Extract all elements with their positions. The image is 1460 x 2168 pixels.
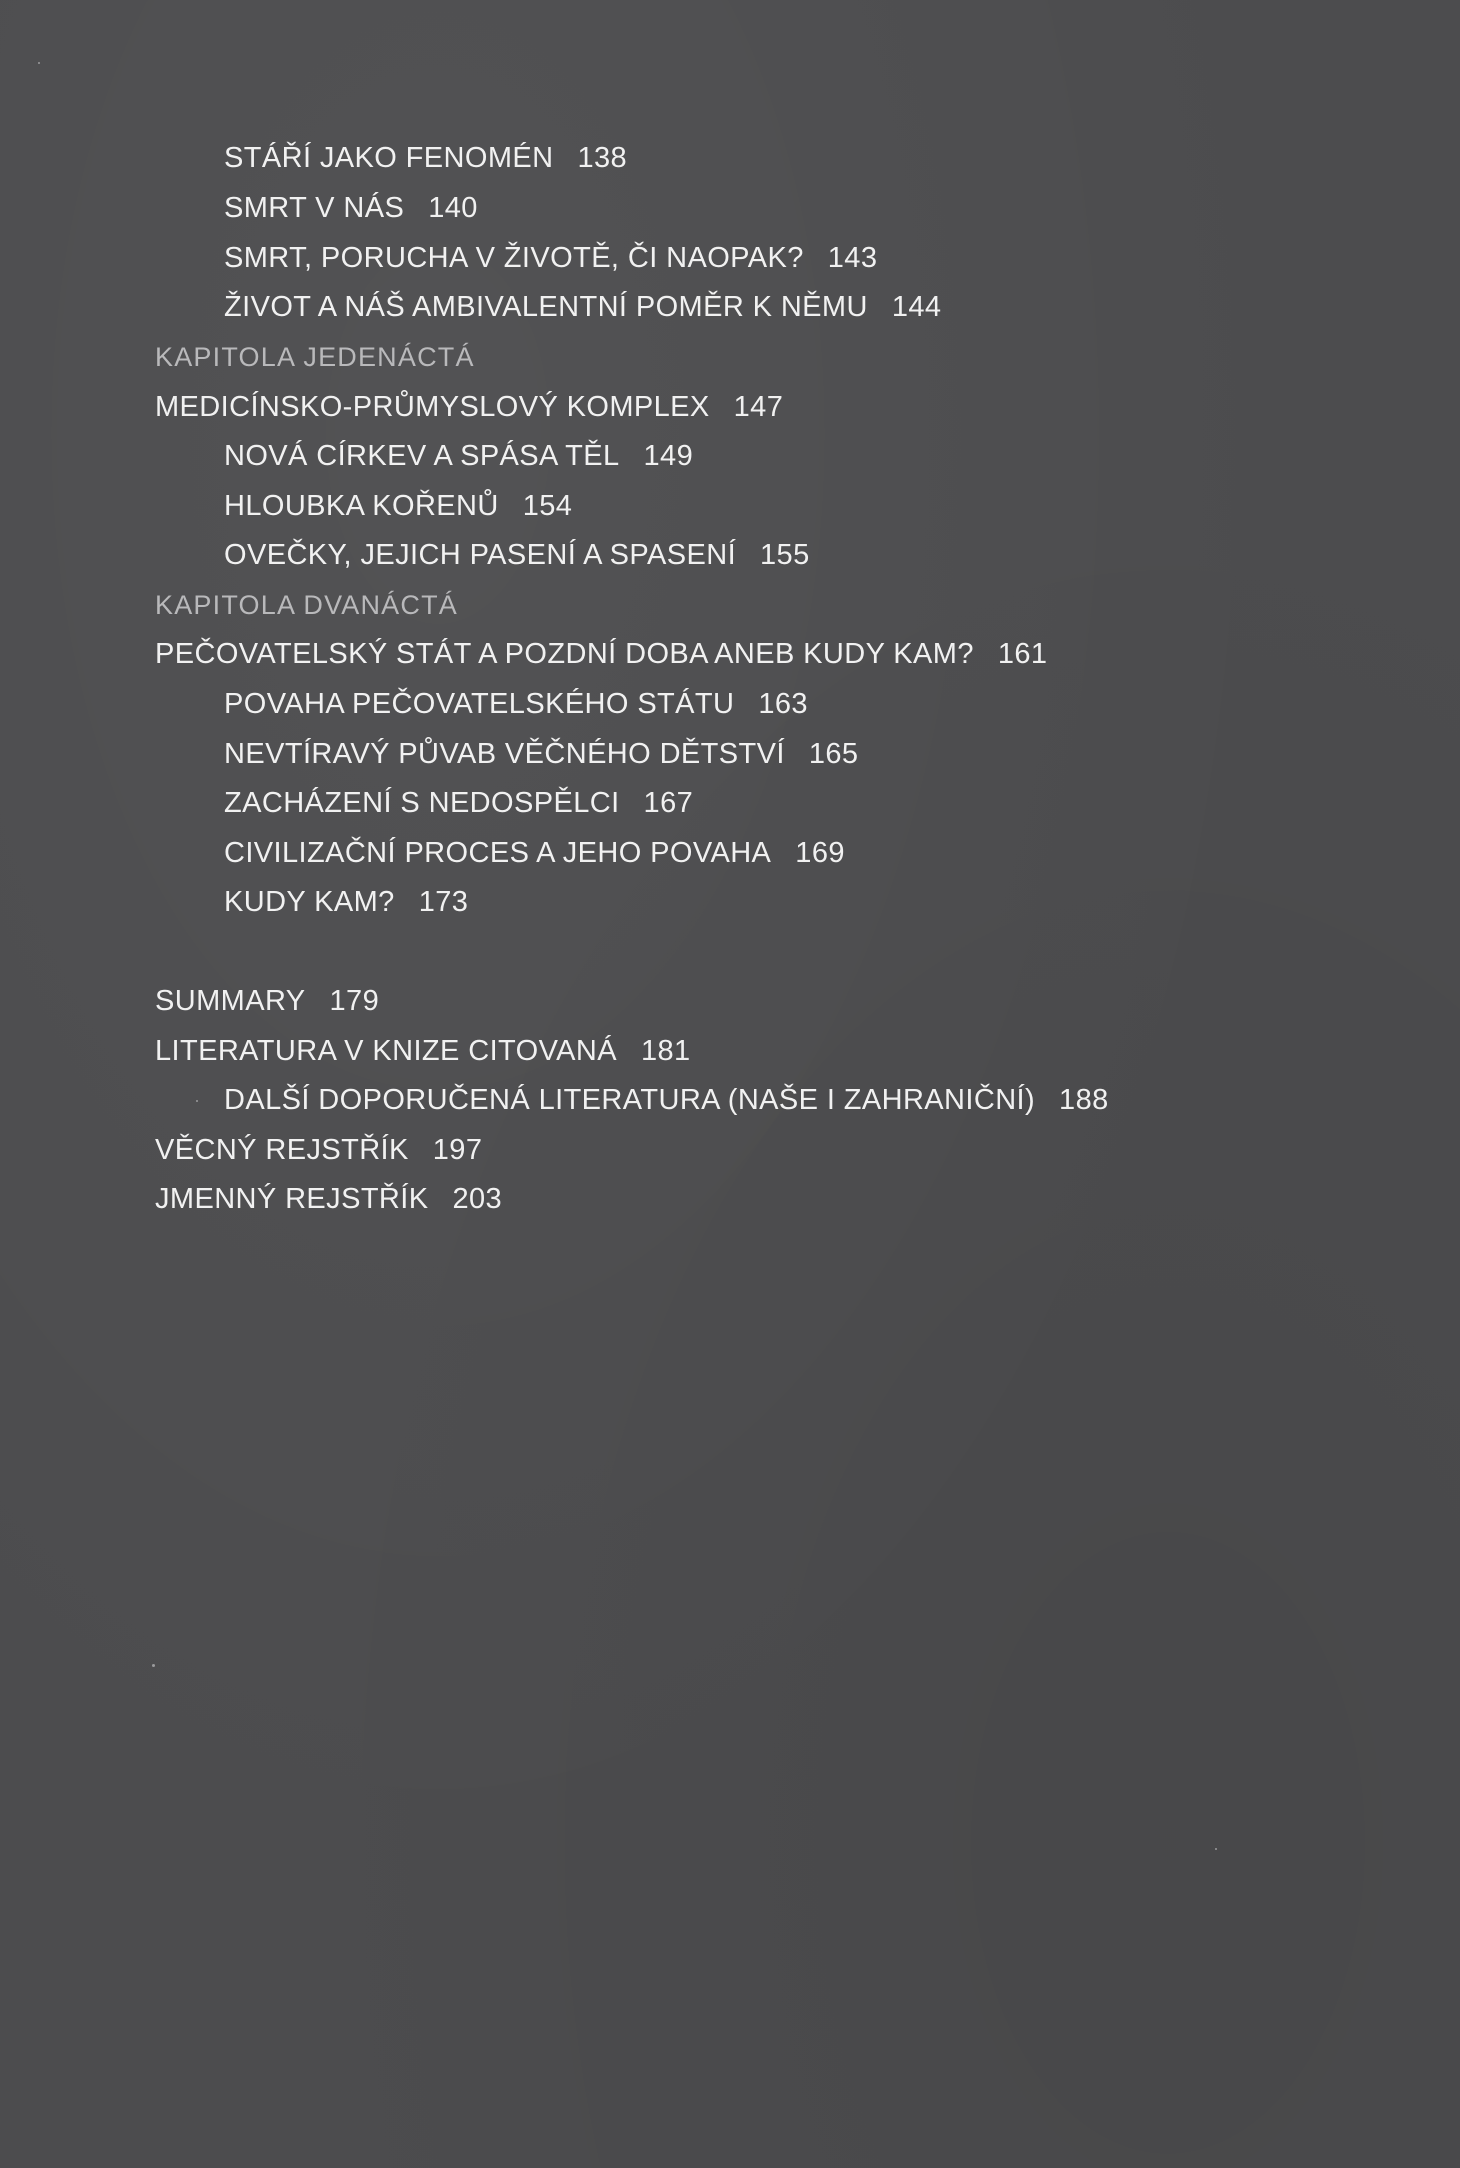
toc-entry-title: ŽIVOT A NÁŠ AMBIVALENTNÍ POMĚR K NĚMU — [224, 291, 868, 323]
toc-entry-title: NOVÁ CÍRKEV A SPÁSA TĚL — [224, 440, 620, 472]
toc-entry — [224, 835, 845, 871]
toc-entry-page: 165 — [808, 738, 859, 770]
toc-entry-page: 161 — [997, 638, 1048, 670]
toc-entry-title: OVEČKY, JEJICH PASENÍ A SPASENÍ — [224, 539, 737, 571]
toc-entry-title: SUMMARY — [155, 985, 306, 1017]
toc-entry-title: SMRT, PORUCHA V ŽIVOTĚ, ČI NAOPAK? — [224, 242, 804, 274]
toc-entry-title: VĚCNÝ REJSTŘÍK — [155, 1134, 409, 1166]
toc-entry-page: 154 — [522, 490, 573, 522]
toc-entry-page: 163 — [758, 688, 808, 720]
toc-entry-page: 147 — [733, 391, 784, 423]
toc-entry-page: 203 — [452, 1183, 503, 1215]
toc-entry-title: JMENNÝ REJSTŘÍK — [155, 1183, 429, 1215]
toc-entry-page: 181 — [641, 1035, 691, 1067]
toc-entry — [224, 240, 877, 276]
toc-entry-title: DALŠÍ DOPORUČENÁ LITERATURA (NAŠE I ZAHRANIČNÍ) — [224, 1084, 1036, 1116]
toc-entry-title: ZACHÁZENÍ S NEDOSPĚLCI — [224, 787, 620, 819]
toc-entry — [224, 537, 810, 573]
toc-entry — [224, 190, 478, 226]
chapter-label-text: KAPITOLA JEDENÁCTÁ — [155, 342, 475, 372]
toc-entry-page: 149 — [643, 440, 694, 472]
toc-entry-title: MEDICÍNSKO-PRŮMYSLOVÝ KOMPLEX — [155, 391, 710, 423]
paper-speck — [152, 1664, 155, 1667]
toc-entry-page: 144 — [891, 291, 942, 323]
toc-entry-page: 173 — [418, 886, 469, 918]
toc-entry-page: 138 — [577, 142, 628, 174]
toc-entry — [155, 1033, 691, 1069]
toc-entry — [224, 438, 693, 474]
toc-entry-title: STÁŘÍ JAKO FENOMÉN — [224, 142, 554, 174]
toc-entry-page: 155 — [760, 539, 810, 571]
paper-speck — [196, 1100, 198, 1102]
toc-entry — [224, 736, 858, 772]
toc-entry — [155, 1181, 502, 1217]
toc-entry — [224, 488, 572, 524]
toc-entry-page: 169 — [795, 837, 845, 869]
toc-entry-page: 188 — [1059, 1084, 1109, 1116]
toc-entry — [155, 636, 1047, 672]
toc-entry — [224, 289, 941, 325]
toc-entry-title: NEVTÍRAVÝ PŮVAB VĚČNÉHO DĚTSTVÍ — [224, 738, 785, 770]
toc-entry — [224, 686, 808, 722]
toc-entry-page: 179 — [329, 985, 380, 1017]
chapter-label-text: KAPITOLA DVANÁCTÁ — [155, 590, 458, 620]
toc-entry-title: PEČOVATELSKÝ STÁT A POZDNÍ DOBA ANEB KUDY KAM? — [155, 638, 974, 670]
toc-entry — [224, 884, 468, 920]
toc-entry — [155, 389, 783, 425]
toc-entry-page: 140 — [428, 192, 478, 224]
toc-entry-title: SMRT V NÁS — [224, 192, 405, 224]
toc-entry — [155, 983, 379, 1019]
toc-entry-title: KUDY KAM? — [224, 886, 395, 918]
paper-speck — [38, 62, 40, 64]
toc-entry-title: HLOUBKA KOŘENŮ — [224, 490, 499, 522]
toc-entry-title: LITERATURA V KNIZE CITOVANÁ — [155, 1035, 617, 1067]
paper-speck — [1215, 1848, 1217, 1850]
toc-entry-page: 143 — [827, 242, 878, 274]
toc-entry-page: 167 — [643, 787, 694, 819]
toc-entry — [155, 1132, 482, 1168]
toc-entry — [224, 140, 627, 176]
toc-entry — [224, 785, 693, 821]
toc-entry-title: CIVILIZAČNÍ PROCES A JEHO POVAHA — [224, 837, 772, 869]
toc-entry-page: 197 — [432, 1134, 483, 1166]
toc-entry-title: POVAHA PEČOVATELSKÉHO STÁTU — [224, 688, 735, 720]
chapter-label — [155, 339, 475, 375]
toc-entry — [224, 1082, 1109, 1118]
chapter-label — [155, 587, 458, 623]
